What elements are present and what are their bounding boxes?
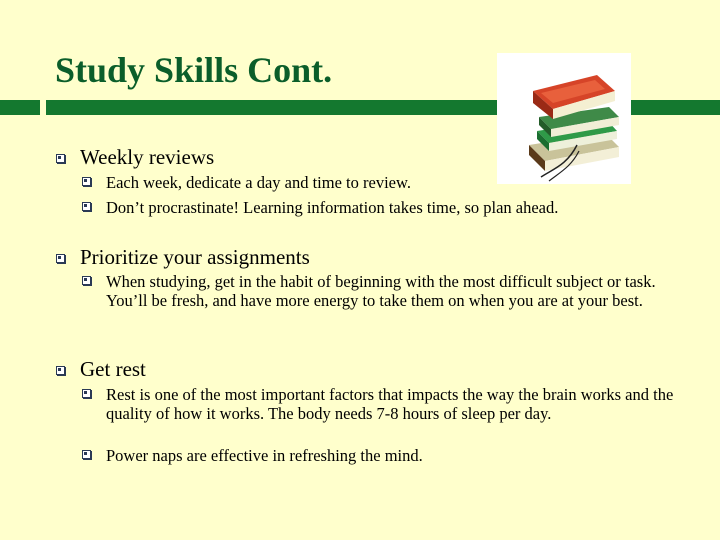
title-rule-left: [0, 100, 40, 115]
sub-bullet-icon: [82, 276, 91, 285]
section-heading: Get rest: [80, 357, 146, 381]
sub-bullet-icon: [82, 202, 91, 211]
section-bullet-icon: [56, 154, 65, 163]
bullet-text: Don’t procrastinate! Learning information takes time, so plan ahead.: [106, 198, 559, 217]
section-heading: Weekly reviews: [80, 145, 215, 169]
sub-bullet-icon: [82, 389, 91, 398]
bullet-text: Each week, dedicate a day and time to review.: [106, 173, 411, 192]
slide-title: Study Skills Cont.: [55, 50, 333, 90]
section-bullet-icon: [56, 254, 65, 263]
bullet-text: Rest is one of the most important factors that impacts the way the brain works and the quality of how it works. The body needs 7-8 hours of sleep per day.: [106, 385, 674, 423]
books-illustration: [497, 53, 631, 184]
bullet-text: When studying, get in the habit of beginning with the most difficult subject or task. You’ll be fresh, and have more energy to take them on when you are at your best.: [106, 272, 656, 310]
section-heading: Prioritize your assignments: [80, 245, 310, 269]
section-bullet-icon: [56, 366, 65, 375]
stack-of-books-icon: [497, 53, 631, 184]
bullet-text: Power naps are effective in refreshing the mind.: [106, 446, 423, 465]
sub-bullet-icon: [82, 450, 91, 459]
title-rule-gap: [41, 100, 45, 115]
sub-bullet-icon: [82, 177, 91, 186]
